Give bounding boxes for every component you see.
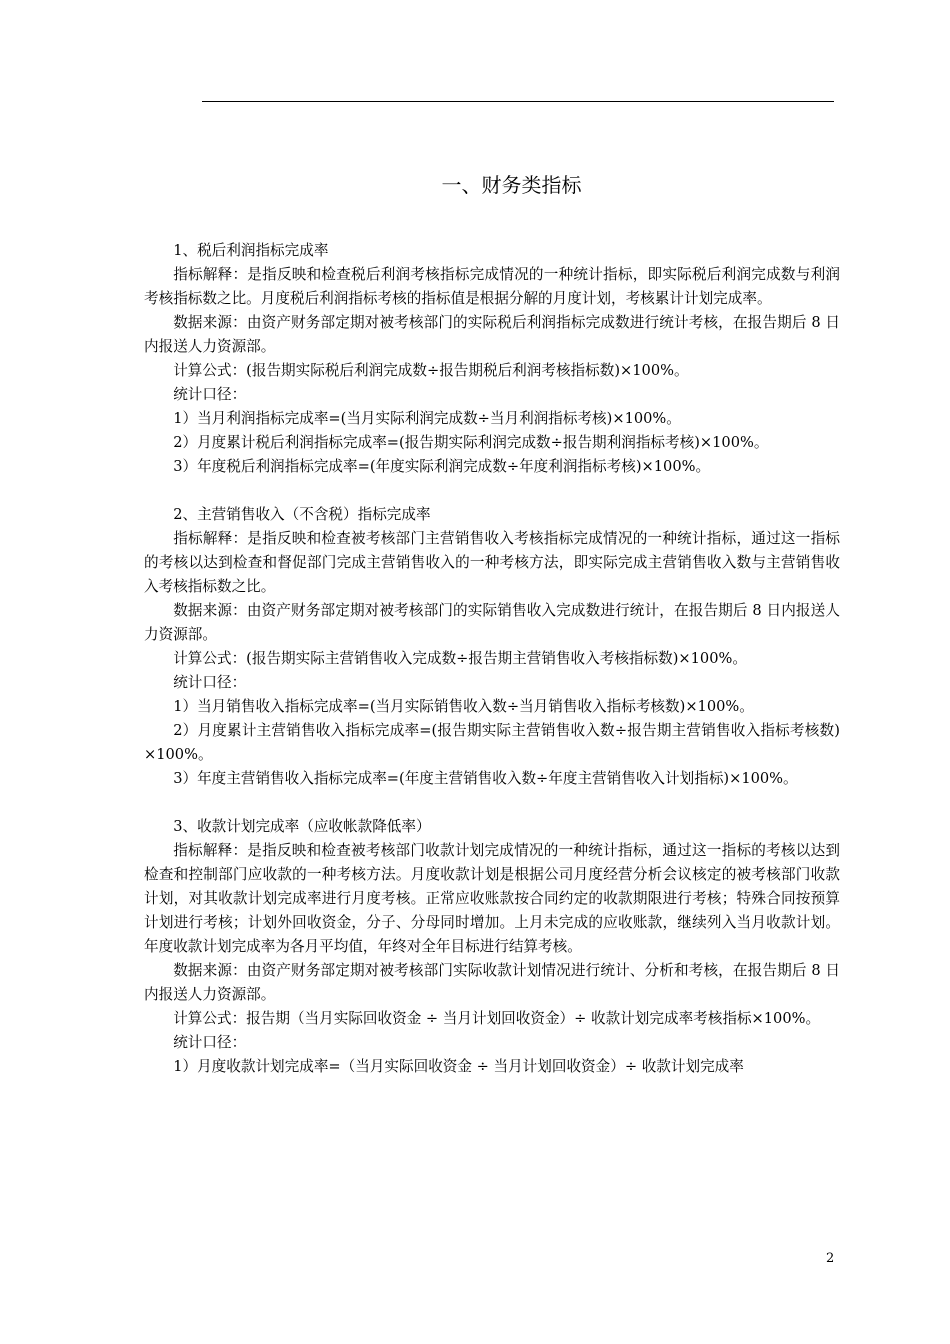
list-item: 2）月度累计税后利润指标完成率=(报告期实际利润完成数÷报告期利润指标考核)×100%。 bbox=[173, 434, 769, 451]
list-item: 3）年度税后利润指标完成率=(年度实际利润完成数÷年度利润指标考核)×100%。 bbox=[173, 458, 711, 475]
paragraph-source-3: 数据来源：由资产财务部定期对被考核部门实际收款计划情况进行统计、分析和考核，在报告期后 8 日内报送人力资源部。 bbox=[144, 962, 840, 1003]
list-item: 1）当月销售收入指标完成率=(当月实际销售收入数÷当月销售收入指标考核数)×100%。 bbox=[173, 698, 754, 715]
list-item: 2）月度累计主营销售收入指标完成率=(报告期实际主营销售收入数÷报告期主营销售收入指标考核数)×100%。 bbox=[144, 722, 840, 763]
list-item: 1）当月利润指标完成率=(当月实际利润完成数÷当月利润指标考核)×100%。 bbox=[173, 410, 681, 427]
paragraph-formula-3: 计算公式：报告期（当月实际回收资金 ÷ 当月计划回收资金）÷ 收款计划完成率考核指标×100%。 bbox=[173, 1010, 821, 1027]
paragraph-definition-3: 指标解释：是指反映和检查被考核部门收款计划完成情况的一种统计指标，通过这一指标的考核以达到检查和控制部门应收款的一种考核方法。月度收款计划是根据公司月度经营分析会议核定的被考核部门收款计划，对其收款计划完成率进行月度考核。正常应收账款按合同约定的收款期限进行考核；特殊合同按预算计划进行考核；计划外回收资金，分子、分母同时增加。上月未完成的应收账款，继续列入当月收款计划。年度收款计划完成率为各月平均值，年终对全年目标进行结算考核。 bbox=[144, 842, 840, 955]
paragraph-formula-2: 计算公式：(报告期实际主营销售收入完成数÷报告期主营销售收入考核指标数)×100%。 bbox=[173, 650, 747, 667]
paragraph-scope-3: 统计口径： bbox=[173, 1034, 247, 1051]
section-heading-2: 2、主营销售收入（不含税）指标完成率 bbox=[173, 506, 431, 523]
list-item: 1）月度收款计划完成率=（当月实际回收资金 ÷ 当月计划回收资金）÷ 收款计划完成率 bbox=[173, 1058, 744, 1075]
section-heading-1: 1、税后利润指标完成率 bbox=[173, 242, 329, 259]
page-title: 一、财务类指标 bbox=[441, 173, 582, 197]
paragraph-source-2: 数据来源：由资产财务部定期对被考核部门的实际销售收入完成数进行统计，在报告期后 8 日内报送人力资源部。 bbox=[144, 602, 840, 643]
paragraph-definition-2: 指标解释：是指反映和检查被考核部门主营销售收入考核指标完成情况的一种统计指标，通过这一指标的考核以达到检查和督促部门完成主营销售收入的一种考核方法，即实际完成主营销售收入数与主营销售收入考核指标数之比。 bbox=[144, 530, 840, 595]
document-body bbox=[144, 239, 840, 1079]
paragraph-scope-1: 统计口径： bbox=[173, 386, 247, 403]
page-number: 2 bbox=[826, 1251, 835, 1266]
list-item: 3）年度主营销售收入指标完成率=(年度主营销售收入数÷年度主营销售收入计划指标)×100%。 bbox=[173, 770, 798, 787]
section-heading-3: 3、收款计划完成率（应收帐款降低率） bbox=[173, 818, 431, 835]
header-rule bbox=[202, 101, 834, 102]
paragraph-scope-2: 统计口径： bbox=[173, 674, 247, 691]
paragraph-formula-1: 计算公式：(报告期实际税后利润完成数÷报告期税后利润考核指标数)×100%。 bbox=[173, 362, 689, 379]
paragraph-definition-1: 指标解释：是指反映和检查税后利润考核指标完成情况的一种统计指标，即实际税后利润完成数与利润考核指标数之比。月度税后利润指标考核的指标值是根据分解的月度计划，考核累计计划完成率。 bbox=[144, 266, 840, 307]
paragraph-source-1: 数据来源：由资产财务部定期对被考核部门的实际税后利润指标完成数进行统计考核，在报告期后 8 日内报送人力资源部。 bbox=[144, 314, 840, 355]
